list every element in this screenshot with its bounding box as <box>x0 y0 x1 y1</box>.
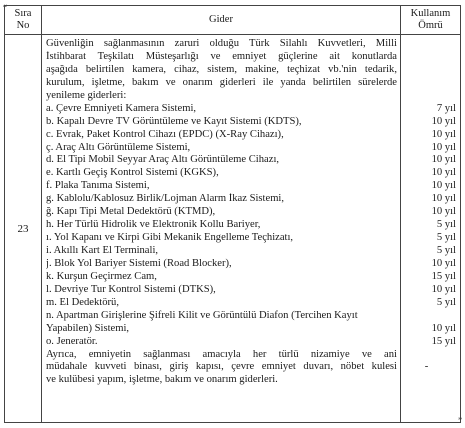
usage-life-value: 10 yıl <box>431 154 456 166</box>
expense-table <box>4 5 461 423</box>
expense-description <box>42 35 401 423</box>
usage-life-spacer <box>403 64 456 77</box>
list-item: m. El Dedektörü, <box>46 296 119 308</box>
usage-life-value <box>403 310 456 323</box>
header-expense: Gider <box>42 6 401 35</box>
closing-paragraph <box>46 349 397 388</box>
intro-line: aşağıda belirtilen kamera, cihaz, sistem, makine, teçhizat vb.'nin tedarik, <box>46 63 397 75</box>
usage-life-spacer <box>403 77 456 90</box>
list-item: ğ. Kapı Tipi Metal Dedektörü (KTMD), <box>46 206 216 218</box>
closing-line: ve kulübesi yapım, işletme, bakım ve onarım giderleri. <box>46 374 278 386</box>
usage-life-value: 10 yıl <box>431 167 456 179</box>
row-number: 23 <box>5 35 42 423</box>
usage-life-spacer <box>403 38 456 51</box>
usage-life-value: 10 yıl <box>431 206 456 218</box>
closing-line: müdahale kuvveti binası, giriş kapısı, çevre emniyet duvarı, nöbet kulesi <box>46 361 397 373</box>
usage-life-spacer <box>403 374 456 387</box>
usage-life-value: 7 yıl <box>436 102 456 114</box>
list-item: ç. Araç Altı Görüntüleme Sistemi, <box>46 141 191 153</box>
intro-line: İstihbarat Teşkilatı Müsteşarlığı ve emniyet güçlerine ait konutlarda <box>46 50 397 62</box>
usage-life-value: 5 yıl <box>436 219 456 231</box>
list-item: b. Kapalı Devre TV Görüntüleme ve Kayıt Sistemi (KDTS), <box>46 115 302 127</box>
usage-life-spacer <box>403 90 456 103</box>
header-row-number-line2: No <box>16 20 30 31</box>
intro-line: Güvenliğin sağlanmasının zaruri olduğu Türk Silahlı Kuvvetleri, Milli <box>46 38 397 49</box>
usage-life-value: 15 yıl <box>431 335 456 347</box>
usage-life-value: 10 yıl <box>431 115 456 127</box>
usage-life-value: 5 yıl <box>436 245 456 256</box>
table-header-row <box>5 6 461 35</box>
usage-life-value: 10 yıl <box>431 257 456 269</box>
list-item: g. Kablolu/Kablosuz Birlik/Lojman Alarm İkaz Sistemi, <box>46 193 285 205</box>
intro-line: kurulum, işletme, bakım ve onarım giderleri ile yanda belirtilen sürelerde <box>46 76 397 88</box>
item-list <box>46 103 397 349</box>
usage-life-value: 10 yıl <box>431 141 456 153</box>
header-usage-line1: Kullanım <box>410 8 451 19</box>
usage-life-value: 10 yıl <box>431 193 456 205</box>
usage-life-list <box>403 38 456 387</box>
list-item: i. Akıllı Kart El Terminali, <box>46 245 159 256</box>
list-item: k. Kurşun Geçirmez Cam, <box>46 270 157 282</box>
list-item: Yapabilen) Sistemi, <box>46 322 130 334</box>
opening-quote-mark: “ <box>3 3 7 13</box>
list-item: e. Kartlı Geçiş Kontrol Sistemi (KGKS), <box>46 167 219 179</box>
list-item: h. Her Türlü Hidrolik ve Elektronik Kollu Bariyer, <box>46 219 261 231</box>
list-item: f. Plaka Tanıma Sistemi, <box>46 180 150 192</box>
list-item: o. Jeneratör. <box>46 335 98 347</box>
header-row-number <box>3 3 42 35</box>
usage-life-value: 5 yıl <box>436 296 456 308</box>
closing-line: Ayrıca, emniyetin sağlanması amacıyla her türlü nizamiye ve ani <box>46 348 397 360</box>
list-item: d. El Tipi Mobil Seyyar Araç Altı Görüntüleme Cihazı, <box>46 154 280 166</box>
list-item: a. Çevre Emniyeti Kamera Sistemi, <box>46 102 197 114</box>
usage-life-value: 10 yıl <box>431 283 456 295</box>
list-item: n. Apartman Girişlerine Şifreli Kilit ve Görüntülü Diafon (Tercihen Kayıt <box>46 309 358 321</box>
list-item: l. Devriye Tur Kontrol Sistemi (DTKS), <box>46 283 216 295</box>
usage-life-value: 10 yıl <box>431 128 456 140</box>
usage-life-spacer <box>403 51 456 64</box>
usage-life-value: - <box>424 361 429 373</box>
intro-line: yenileme giderleri: <box>46 89 127 101</box>
intro-paragraph <box>46 38 397 103</box>
table-row <box>5 35 461 423</box>
header-usage-line2: Ömrü <box>418 20 443 31</box>
header-usage-life <box>401 6 461 35</box>
closing-quote-mark: ” <box>458 416 462 426</box>
usage-life-value: 10 yıl <box>431 180 456 192</box>
list-item: c. Evrak, Paket Kontrol Cihazı (EPDC) (X-Ray Cihazı), <box>46 128 284 140</box>
usage-life-value: 15 yıl <box>431 270 456 282</box>
list-item: ı. Yol Kapanı ve Kirpi Gibi Mekanik Engelleme Teçhizatı, <box>46 232 294 244</box>
list-item: j. Blok Yol Bariyer Sistemi (Road Blocker), <box>46 257 232 269</box>
header-row-number-line1: Sıra <box>14 8 32 19</box>
usage-life-spacer <box>403 349 456 362</box>
usage-life-value: 10 yıl <box>431 322 456 334</box>
usage-life-column <box>401 35 461 423</box>
usage-life-value: 5 yıl <box>436 232 456 244</box>
